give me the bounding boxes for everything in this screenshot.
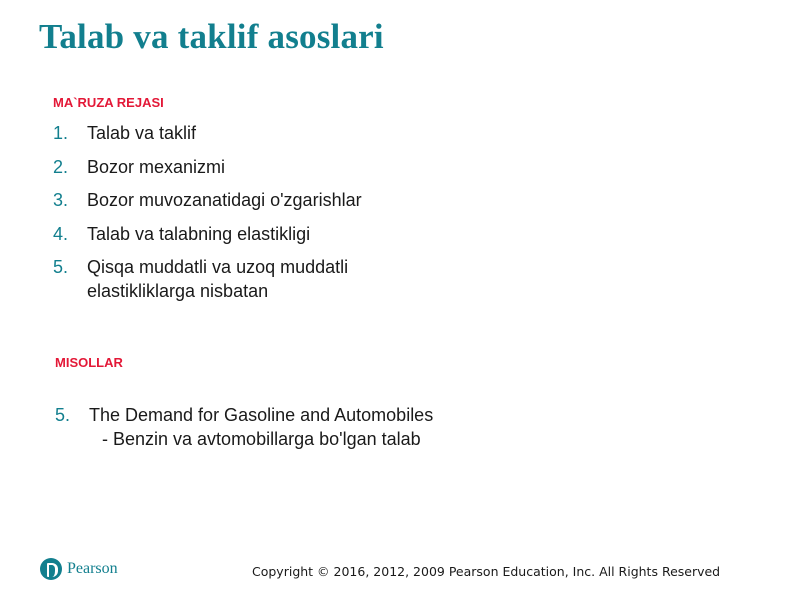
pearson-logo	[40, 558, 118, 580]
slide-title: Talab va taklif asoslari	[39, 17, 384, 56]
examples-list	[55, 403, 489, 451]
examples-heading: MISOLLAR	[55, 355, 123, 370]
list-item-text	[89, 403, 489, 451]
list-item-text: Talab va taklif	[87, 123, 197, 143]
list-item-number: 2.	[53, 156, 69, 177]
copyright-notice: Copyright © 2016, 2012, 2009 Pearson Education, Inc. All Rights Reserved	[252, 564, 721, 579]
list-item-number: 5.	[53, 257, 69, 277]
list-item-number: 4.	[53, 223, 69, 244]
list-item-number: 1.	[53, 123, 69, 143]
list-item	[53, 155, 407, 179]
list-item-number: 3.	[53, 190, 69, 210]
list-item-number: 5.	[55, 405, 71, 425]
lecture-plan-list	[53, 121, 407, 313]
list-item-text: Talab va talabning elastikligi	[87, 223, 311, 244]
list-item	[53, 188, 407, 212]
lecture-plan-heading: MA`RUZA REJASI	[53, 95, 164, 110]
list-item-text: Qisqa muddatli va uzoq muddatli elastikliklarga nisbatan	[87, 257, 349, 301]
list-item-text-line1: The Demand for Gasoline and Automobiles	[89, 405, 434, 425]
list-item-text-line2: - Benzin va avtomobillarga bo'lgan talab	[102, 429, 421, 449]
list-item-text: Bozor mexanizmi	[87, 156, 226, 177]
list-item	[53, 255, 407, 303]
list-item-text: Bozor muvozanatidagi o'zgarishlar	[87, 190, 362, 210]
pearson-logo-text: Pearson	[67, 560, 118, 577]
list-item	[53, 121, 407, 145]
list-item	[55, 403, 489, 451]
list-item	[53, 222, 407, 246]
pearson-logo-icon	[40, 558, 62, 580]
